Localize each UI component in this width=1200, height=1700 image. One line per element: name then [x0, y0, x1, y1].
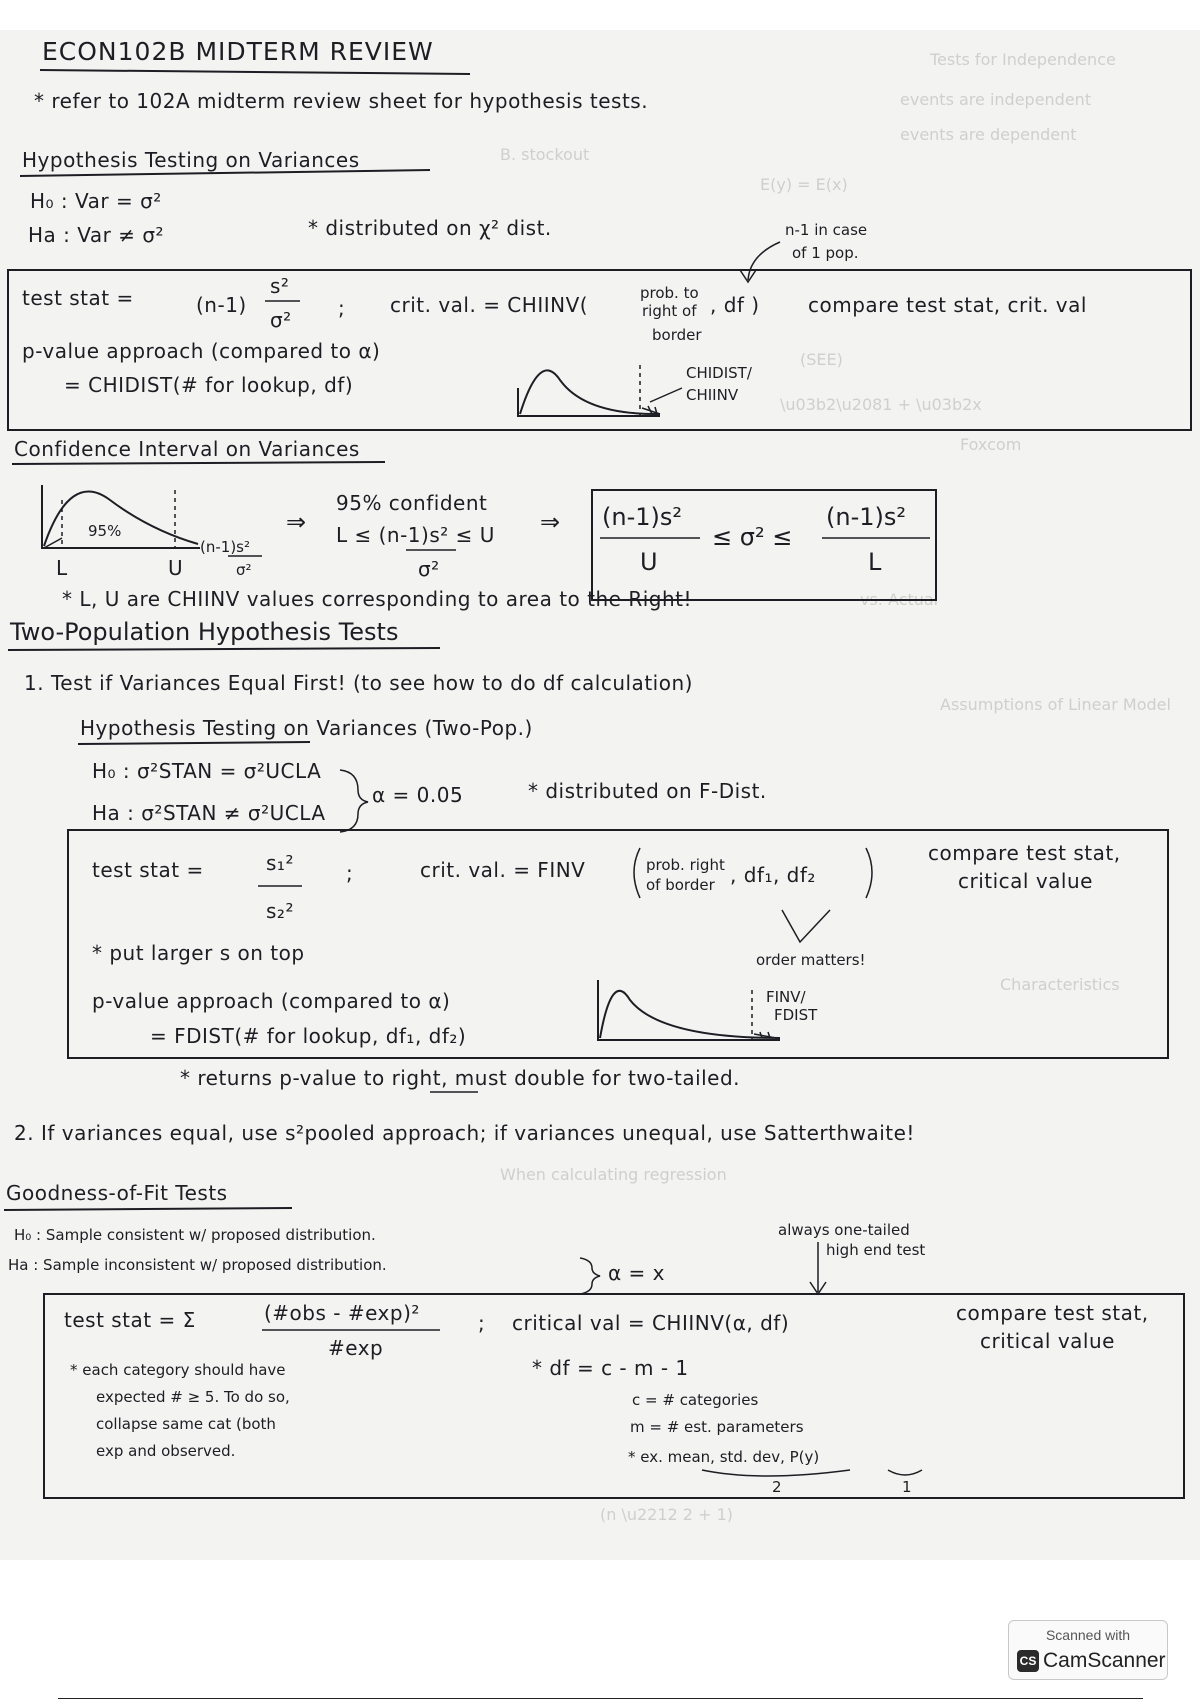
- ci-U: U: [168, 556, 184, 580]
- two-pop-test-stat-label: test stat =: [92, 858, 204, 882]
- sec1-test-stat-expr: (n-1): [196, 293, 247, 317]
- curve-label-pointer: [650, 388, 682, 402]
- gof-crit: critical val = CHIINV(α, df): [512, 1311, 790, 1335]
- ci-box-left-num: (n-1)s²: [602, 503, 682, 531]
- svg-text:\u03b2\u2081 + \u03b2x: \u03b2\u2081 + \u03b2x: [780, 395, 982, 414]
- sec1-crit-arg-1: prob. to: [640, 284, 699, 302]
- sec1-compare: compare test stat, crit. val: [808, 293, 1087, 317]
- two-pop-ts-num: s₁²: [266, 851, 294, 875]
- sec1-n1-note-2: of 1 pop.: [792, 244, 859, 262]
- section-goodness-of-fit-heading: Goodness-of-Fit Tests: [6, 1181, 228, 1205]
- two-pop-crit-args: , df₁, df₂: [730, 863, 816, 887]
- sec1-h0: H₀ : Var = σ²: [30, 189, 162, 213]
- sec1-n1-note: n-1 in case: [785, 221, 868, 239]
- gof-each-2: expected # ≥ 5. To do so,: [96, 1388, 290, 1406]
- two-pop-ha: Ha : σ²STAN ≠ σ²UCLA: [92, 801, 326, 825]
- gof-each-3: collapse same cat (both: [96, 1415, 276, 1433]
- two-pop-pvalue-expr: = FDIST(# for lookup, df₁, df₂): [150, 1024, 467, 1048]
- sec1-pvalue-expr: = CHIDIST(# for lookup, df): [64, 373, 354, 397]
- svg-text:events are independent: events are independent: [900, 90, 1092, 109]
- sec1-ha: Ha : Var ≠ σ²: [28, 223, 165, 247]
- chi-distribution-sketch: [518, 365, 660, 416]
- sec1-crit-arg-2: right of: [642, 302, 697, 320]
- two-pop-ts-den: s₂²: [266, 899, 294, 923]
- ci-arrow-1: ⇒: [286, 508, 307, 536]
- example-brace-2: [702, 1470, 850, 1476]
- gof-compare-2: critical value: [980, 1329, 1115, 1353]
- two-pop-h0: H₀ : σ²STAN = σ²UCLA: [92, 759, 322, 783]
- svg-text:(SEE): (SEE): [800, 350, 843, 369]
- refer-note: * refer to 102A midterm review sheet for hypothesis tests.: [34, 89, 649, 113]
- paren-left: [634, 848, 640, 898]
- section-hypothesis-variances-heading: Hypothesis Testing on Variances: [22, 148, 360, 172]
- sec1-crit-arg-df: , df ): [710, 293, 760, 317]
- order-arrows: [782, 910, 830, 942]
- two-pop-semicolon: ;: [346, 861, 354, 885]
- gof-each-4: exp and observed.: [96, 1442, 236, 1460]
- sec1-pvalue-label: p-value approach (compared to α): [22, 339, 381, 363]
- sec1-test-stat-num: s²: [270, 274, 290, 298]
- bottom-rule: [58, 1698, 1143, 1699]
- sec1-test-stat-label: test stat =: [22, 286, 134, 310]
- sec1-curve-label-2: CHIINV: [686, 386, 739, 404]
- ci-conf-line-3: σ²: [418, 557, 440, 581]
- camscanner-badge: [1008, 1620, 1168, 1680]
- gof-always-1: always one-tailed: [778, 1221, 910, 1239]
- two-pop-compare-2: critical value: [958, 869, 1093, 893]
- gof-example-count-1: 1: [902, 1478, 912, 1496]
- sec1-test-stat-den: σ²: [270, 308, 292, 332]
- two-pop-curve-label-1: FINV/: [766, 988, 806, 1006]
- two-pop-crit-arg-a: prob. right: [646, 856, 725, 874]
- example-brace-1: [888, 1470, 922, 1475]
- gof-alpha: α = x: [608, 1261, 665, 1285]
- camscanner-name: CamScanner: [1043, 1649, 1166, 1672]
- gof-m-def: m = # est. parameters: [630, 1418, 804, 1436]
- ci-conf-line-2: L ≤ (n-1)s² ≤ U: [336, 523, 495, 547]
- two-pop-step-2: 2. If variances equal, use s²pooled approach; if variances unequal, use Satterthwaite!: [14, 1121, 915, 1145]
- page-title: ECON102B MIDTERM REVIEW: [42, 37, 434, 66]
- ci-box-right-den: L: [868, 548, 882, 576]
- gof-example-count-2: 2: [772, 1478, 782, 1496]
- ci-stat-den: σ²: [236, 561, 252, 579]
- f-distribution-sketch: [598, 980, 780, 1040]
- svg-text:Foxcom: Foxcom: [960, 435, 1022, 454]
- section-two-pop-heading: Two-Population Hypothesis Tests: [10, 618, 399, 646]
- sec1-crit-arg-3: border: [652, 326, 702, 344]
- ci-arrow-2: ⇒: [540, 508, 561, 536]
- two-pop-dist-note: * distributed on F-Dist.: [528, 779, 767, 803]
- svg-text:(n \u2212 2 + 1): (n \u2212 2 + 1): [600, 1505, 733, 1524]
- two-pop-crit-label: crit. val. = FINV: [420, 858, 586, 882]
- two-pop-pvalue-label: p-value approach (compared to α): [92, 989, 451, 1013]
- svg-text:B. stockout: B. stockout: [500, 145, 590, 164]
- gof-c-def: c = # categories: [632, 1391, 759, 1409]
- two-pop-sub-heading: Hypothesis Testing on Variances (Two-Pop.): [80, 716, 533, 740]
- section-heading-underline: [4, 1208, 292, 1210]
- two-pop-larger: * put larger s on top: [92, 941, 305, 965]
- gof-ha: Ha : Sample inconsistent w/ proposed distribution.: [8, 1256, 387, 1274]
- gof-semicolon: ;: [478, 1311, 486, 1335]
- gof-h0: H₀ : Sample consistent w/ proposed distribution.: [14, 1226, 376, 1244]
- gof-each-1: * each category should have: [70, 1361, 286, 1379]
- two-pop-returns: * returns p-value to right, must double for two-tailed.: [180, 1066, 741, 1090]
- gof-ts-num: (#obs - #exp)²: [264, 1301, 420, 1325]
- brace: [580, 1258, 600, 1294]
- ci-L: L: [56, 556, 68, 580]
- two-pop-crit-arg-b: of border: [646, 876, 715, 894]
- title-underline: [40, 70, 470, 74]
- section-heading-underline: [12, 462, 385, 464]
- scanned-with-label: Scanned with: [1045, 1627, 1131, 1643]
- gof-always-2: high end test: [826, 1241, 926, 1259]
- ci-stat-num: (n-1)s²: [200, 538, 250, 556]
- ci-box-mid: ≤ σ² ≤: [712, 523, 793, 551]
- svg-text:events are dependent: events are dependent: [900, 125, 1077, 144]
- two-pop-order: order matters!: [756, 951, 866, 969]
- ci-box-right-num: (n-1)s²: [826, 503, 906, 531]
- section-heading-underline: [8, 648, 440, 650]
- svg-text:vs. Actual: vs. Actual: [860, 590, 939, 609]
- two-pop-compare-1: compare test stat,: [928, 841, 1121, 865]
- ci-box-left-den: U: [640, 548, 658, 576]
- svg-text:Tests for Independence: Tests for Independence: [930, 50, 1116, 69]
- two-pop-step-1: 1. Test if Variances Equal First! (to see how to do df calculation): [24, 671, 693, 695]
- gof-ts-den: #exp: [328, 1336, 384, 1360]
- ci-conf-line-1: 95% confident: [336, 491, 488, 515]
- svg-text:E(y) = E(x): E(y) = E(x): [760, 175, 848, 194]
- svg-text:Characteristics: Characteristics: [1000, 975, 1120, 994]
- paren-right: [866, 848, 872, 898]
- gof-compare-1: compare test stat,: [956, 1301, 1149, 1325]
- camscanner-brand: [1017, 1649, 1167, 1673]
- section-confidence-interval-heading: Confidence Interval on Variances: [14, 437, 360, 461]
- brace: [340, 770, 368, 832]
- two-pop-alpha: α = 0.05: [372, 783, 464, 807]
- sec1-crit-label: crit. val. = CHIINV(: [390, 293, 589, 317]
- sec1-dist-note: * distributed on χ² dist.: [308, 216, 552, 240]
- gof-df: * df = c - m - 1: [532, 1356, 689, 1380]
- gof-test-stat-label: test stat = Σ: [64, 1308, 196, 1332]
- svg-text:Assumptions of Linear Model: Assumptions of Linear Model: [940, 695, 1171, 714]
- camscanner-logo-icon: CS: [1017, 1650, 1039, 1672]
- handwritten-notes: [0, 30, 1200, 1560]
- ci-lu-note: * L, U are CHIINV values corresponding to area to the Right!: [62, 587, 693, 611]
- sec1-semicolon: ;: [338, 296, 346, 320]
- ci-pct: 95%: [88, 522, 122, 540]
- sub-heading-underline: [78, 742, 310, 744]
- svg-text:When calculating regression: When calculating regression: [500, 1165, 727, 1184]
- sec1-curve-label-1: CHIDIST/: [686, 364, 752, 382]
- two-pop-curve-label-2: FDIST: [774, 1006, 818, 1024]
- always-arrow: [810, 1242, 826, 1294]
- gof-example: * ex. mean, std. dev, P(y): [628, 1448, 820, 1466]
